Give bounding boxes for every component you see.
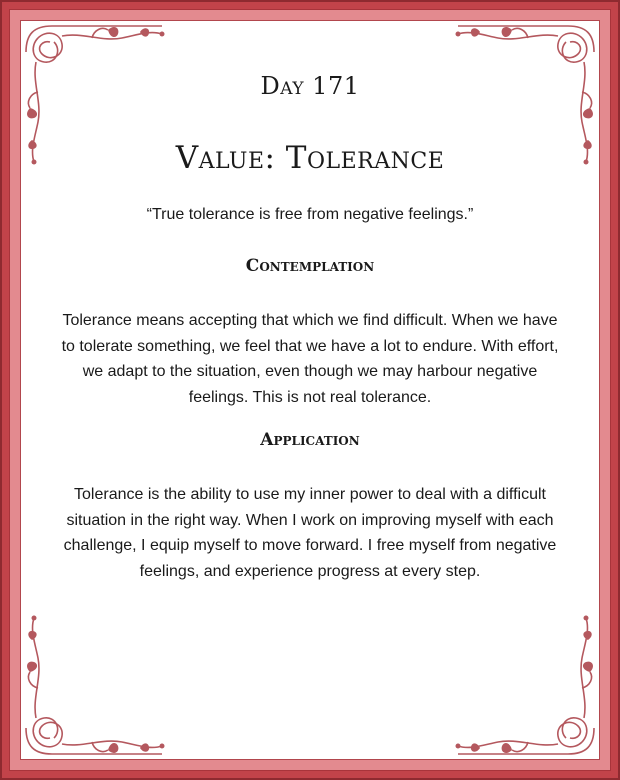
contemplation-text: Tolerance means accepting that which we find difficult. When we have to tolerate something, we feel that we have a lot to endure. With effort, we adapt to the situation, even though we may harbour negative feelings. This is not real tolerance.: [61, 312, 559, 406]
day-title: Day 171: [260, 72, 360, 100]
application-heading: Application: [260, 430, 360, 450]
value-title: Value: Tolerance: [175, 140, 445, 176]
contemplation-heading: Contemplation: [245, 256, 375, 276]
application-text: Tolerance is the ability to use my inner power to deal with a difficult situation in the right way. When I work on improving myself with each challenge, I equip myself to move forward. I free myself from negative feelings, and experience progress at every step.: [63, 486, 557, 580]
quote: “True tolerance is free from negative feelings.”: [146, 206, 474, 223]
